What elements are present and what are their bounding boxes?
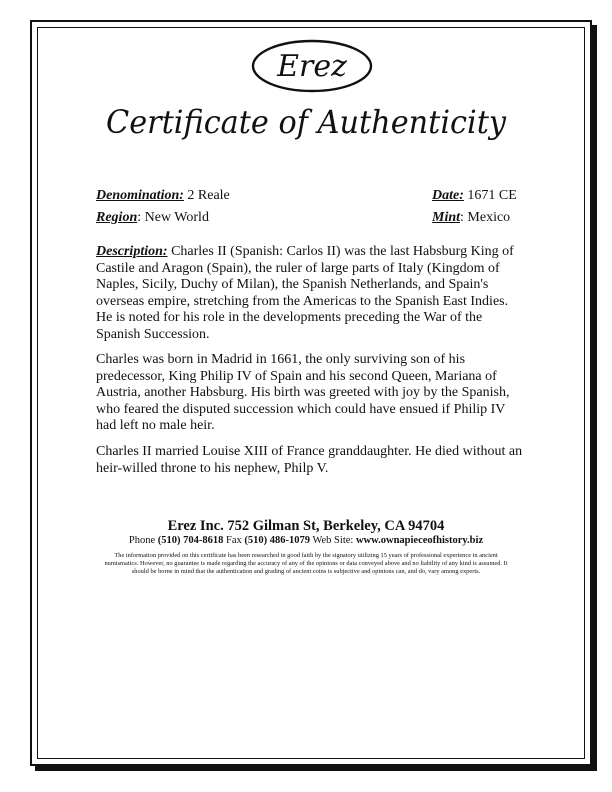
title-text: Certificate of Authenticity bbox=[106, 103, 507, 141]
biography-paragraph: Charles was born in Madrid in 1661, the only surviving son of his predecessor, King Philip IV of Spain and his second Queen, Mariana of Austria, another Habsburg. His birth was greeted with joy by the Spanish, who feared the disputed succession which could have ensued if Philip IV had left no male heir. bbox=[96, 352, 510, 433]
region-value: : New World bbox=[137, 210, 209, 225]
phone-number: (510) 704-8618 bbox=[157, 535, 224, 546]
fax-label: Fax bbox=[223, 535, 245, 546]
date-label: Date: bbox=[432, 188, 464, 203]
erez-logo bbox=[250, 38, 374, 94]
disclaimer-text: The information provided on this certificate has been researched in good faith by the signatory utilizing 15 years of professional experience in ancient numismatics. However, no guarantee is made regarding the accuracy of any of the opinions or data conveyed above and no liability of any kind is assumed. It should be borne in mind that the authentication and grading of ancient coins is subjective and opinions can, and do, vary among experts. bbox=[104, 552, 508, 575]
denomination-value: 2 Reale bbox=[187, 188, 230, 203]
marriage-paragraph: Charles II married Louise XIII of France granddaughter. He died without an heir-willed throne to his nephew, Philp V. bbox=[96, 444, 523, 476]
logo-text: Erez bbox=[277, 49, 347, 84]
mint-value: : Mexico bbox=[460, 210, 511, 225]
date-field bbox=[432, 187, 517, 205]
web-label: Web Site: bbox=[310, 535, 356, 546]
date-value: 1671 CE bbox=[467, 188, 517, 203]
description-text: Charles II (Spanish: Carlos II) was the last Habsburg King of Castile and Aragon (Spain), the ruler of large parts of Italy (Kingdom of Naples, Sicily, Duchy of Milan), the Spanish Netherlands, and Spain's overseas empire, stretching from the Americas to the Spanish East Indies. He is noted for his role in the developments preceding the War of the Spanish Succession. bbox=[96, 244, 514, 342]
phone-label: Phone bbox=[128, 535, 158, 546]
description-paragraph bbox=[96, 244, 526, 343]
region-field bbox=[96, 209, 209, 227]
website-link[interactable]: www.ownapieceofhistory.biz bbox=[355, 535, 484, 546]
description-label: Description: bbox=[96, 244, 168, 259]
certificate-title bbox=[90, 95, 522, 151]
region-label: Region bbox=[96, 210, 138, 225]
fax-number: (510) 486-1079 bbox=[244, 535, 311, 546]
mint-field bbox=[432, 209, 510, 227]
company-address: Erez Inc. 752 Gilman St, Berkeley, CA 94704 bbox=[167, 518, 445, 534]
denomination-field bbox=[96, 187, 230, 205]
mint-label: Mint bbox=[432, 210, 461, 225]
contact-line bbox=[0, 535, 612, 546]
denomination-label: Denomination: bbox=[96, 188, 184, 203]
